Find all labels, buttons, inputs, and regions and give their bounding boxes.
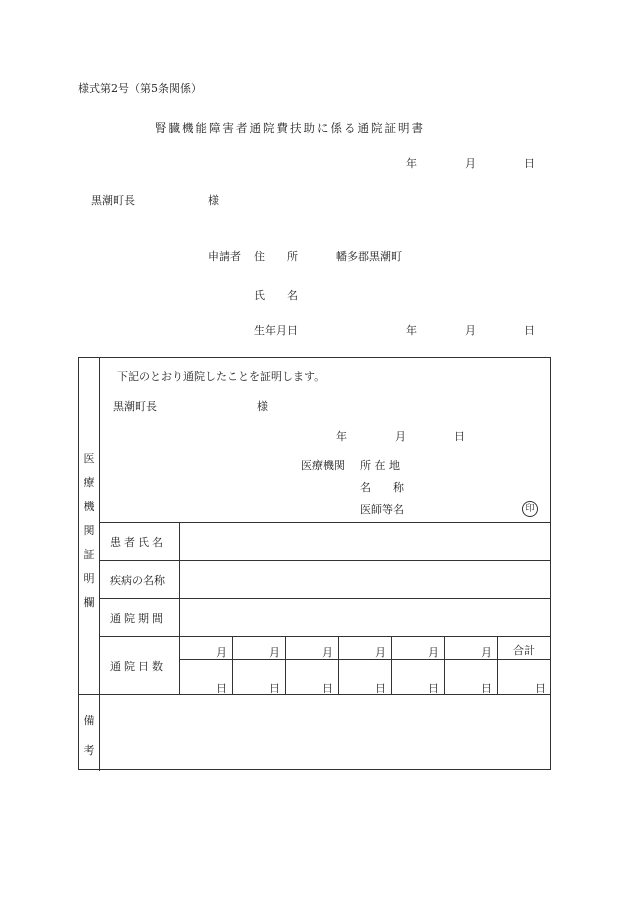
side-label-char: 機 [83,500,95,513]
day-unit: 日 [322,682,333,695]
location-label: 所 在 地 [360,459,400,472]
date-year-label: 年 [406,157,417,170]
side-label-char: 欄 [83,596,95,609]
disease-name-label: 疾病の名称 [110,574,165,587]
row-divider-days-mid [179,659,550,660]
month-col-divider [232,636,233,694]
month-col-divider [444,636,445,694]
date-day-label: 日 [524,157,535,170]
remarks-label-char: 備 [83,714,95,727]
cert-date-month: 月 [395,430,406,443]
row-divider-patient [99,522,550,523]
birth-day-label: 日 [524,324,535,337]
institution-name-label: 名 称 [360,481,404,494]
visit-days-label: 通院日数 [110,660,166,673]
month-unit: 月 [428,646,439,659]
day-unit: 日 [481,682,492,695]
form-number: 様式第2号（第5条関係） [78,82,202,95]
month-unit: 月 [481,646,492,659]
month-unit: 月 [269,646,280,659]
remarks-column-divider [99,694,100,771]
row-divider-disease [99,560,550,561]
document-title: 腎臓機能障害者通院費扶助に係る通院証明書 [155,121,425,135]
certification-box [78,357,551,770]
total-label: 合計 [513,644,535,657]
address-value: 幡多郡黒潮町 [336,250,402,263]
month-unit: 月 [375,646,386,659]
date-month-label: 月 [465,157,476,170]
label-column-divider [179,522,180,694]
cert-addressee-name: 黒潮町長 [113,400,157,413]
side-label-char: 関 [83,524,95,537]
applicant-name-label: 氏 名 [254,289,298,302]
addressee-name: 黒潮町長 [91,194,135,207]
side-label-char: 医 [83,452,95,465]
side-label-char: 明 [83,572,95,585]
row-divider-remarks [79,694,550,695]
birth-month-label: 月 [465,324,476,337]
cert-date-year: 年 [336,430,347,443]
institution-label: 医療機関 [301,459,345,472]
seal-mark: 印 [522,501,538,517]
month-col-divider [338,636,339,694]
doctor-label: 医師等名 [360,503,404,516]
day-unit: 日 [375,682,386,695]
applicant-label: 申請者 [208,250,241,263]
row-divider-period [99,598,550,599]
cert-addressee-honorific: 様 [257,400,268,413]
month-unit: 月 [216,646,227,659]
side-label-char: 療 [83,476,95,489]
day-unit: 日 [269,682,280,695]
address-label: 住 所 [254,250,298,263]
cert-date-day: 日 [454,430,465,443]
addressee-honorific: 様 [208,194,219,207]
patient-name-label: 患者氏名 [110,536,166,549]
visit-period-label: 通院期間 [110,612,166,625]
birthdate-label: 生年月日 [254,324,298,337]
day-unit: 日 [428,682,439,695]
month-unit: 月 [322,646,333,659]
month-col-divider [285,636,286,694]
side-label-char: 証 [83,548,95,561]
month-col-divider [497,636,498,694]
side-column-divider [99,358,100,694]
birth-year-label: 年 [406,324,417,337]
month-col-divider [391,636,392,694]
row-divider-days [99,636,550,637]
day-unit: 日 [535,682,546,695]
certification-statement: 下記のとおり通院したことを証明します。 [117,370,326,383]
day-unit: 日 [216,682,227,695]
remarks-label-char: 考 [83,744,95,757]
